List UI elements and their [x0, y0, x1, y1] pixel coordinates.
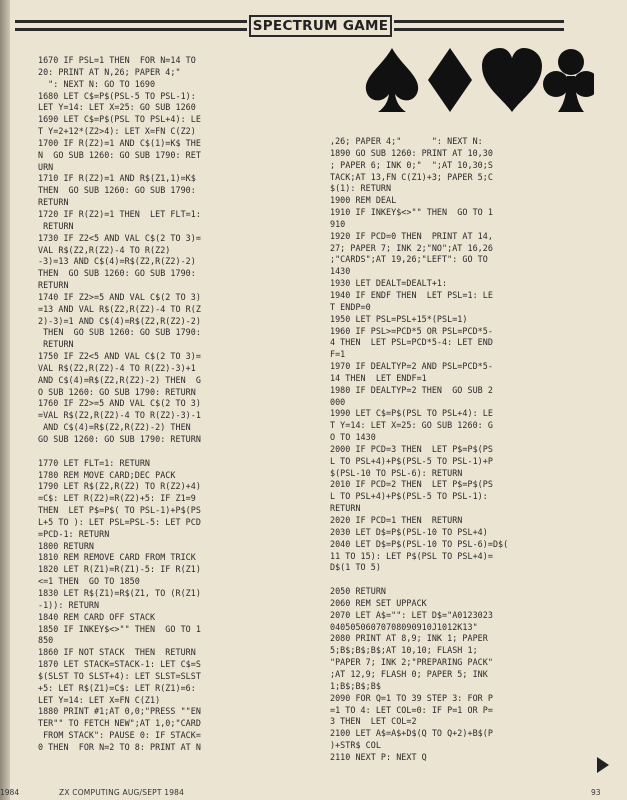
- code-line: 27; PAPER 7; INK 2;"NO";AT 16,26: [330, 242, 493, 253]
- code-line: 1890 GO SUB 1260: PRINT AT 10,30: [330, 147, 493, 158]
- code-line: ;AT 12,9; FLASH 0; PAPER 5; INK: [330, 668, 488, 679]
- code-line: LET Y=14: LET X=FN C(Z1): [38, 694, 161, 705]
- listing-column-left: [38, 55, 201, 754]
- code-line: 1830 LET R$(Z1)=R$(Z1, TO (R(Z1): [38, 587, 201, 598]
- code-line: 4 THEN LET PSL=PCD*5-4: LET END: [330, 337, 493, 348]
- code-line: T ENDP=0: [330, 301, 371, 312]
- code-line: 1960 IF PSL>=PCD*5 OR PSL=PCD*5-: [330, 325, 493, 336]
- code-line: O TO 1430: [330, 432, 376, 443]
- code-line: L TO PSL+4)+P$(PSL-5 TO PSL-1):: [330, 491, 488, 502]
- code-line: 2000 IF PCD=3 THEN LET P$=P$(PS: [330, 443, 493, 454]
- code-line: =C$: LET R(Z2)=R(Z2)+5: IF Z1=9: [38, 493, 196, 504]
- code-line: 1760 IF Z2>=5 AND VAL C$(2 TO 3): [38, 398, 201, 409]
- code-line: 1430: [330, 266, 351, 277]
- code-line: RETURN: [38, 339, 74, 350]
- code-line: 1680 LET C$=P$(PSL-5 TO PSL-1):: [38, 90, 196, 101]
- code-line: 1;B$;B$;B$: [330, 680, 381, 691]
- continue-arrow-icon: [597, 757, 609, 773]
- code-line: RETURN: [38, 220, 74, 231]
- page-gutter: [0, 0, 10, 800]
- code-line: 3 THEN LET COL=2: [330, 716, 417, 727]
- code-line: 1740 IF Z2>=5 AND VAL C$(2 TO 3): [38, 291, 201, 302]
- page-number: 93: [591, 788, 601, 797]
- code-line: 1790 LET R$(Z2,R(Z2) TO R(Z2)+4): [38, 481, 201, 492]
- code-line: 14 THEN LET ENDF=1: [330, 372, 427, 383]
- code-line: [330, 574, 508, 586]
- code-line: 1730 IF Z2<5 AND VAL C$(2 TO 3)=: [38, 232, 201, 243]
- code-line: 1990 LET C$=P$(PSL TO PSL+4): LE: [330, 408, 493, 419]
- code-line: )+STR$ COL: [330, 740, 381, 751]
- code-line: =PCD-1: RETURN: [38, 528, 110, 539]
- code-line: 2020 IF PCD=1 THEN RETURN: [330, 515, 463, 525]
- code-line: +5: LET R$(Z1)=C$: LET R(Z1)=6:: [38, 682, 196, 693]
- listing-column-right: [330, 136, 508, 764]
- code-line: 1750 IF Z2<5 AND VAL C$(2 TO 3)=: [38, 351, 201, 362]
- code-line: RETURN: [38, 197, 69, 208]
- code-line: VAL R$(Z2,R(Z2)-4 TO R(Z2): [38, 244, 171, 255]
- code-line: TACK;AT 13,FN C(Z1)+3; PAPER 5;C: [330, 171, 493, 182]
- code-line: T Y=2+12*(Z2>4): LET X=FN C(Z2): [38, 126, 196, 137]
- code-line: 1880 PRINT #1;AT 0,0;"PRESS ""EN: [38, 706, 201, 717]
- code-line: 850: [38, 635, 54, 646]
- code-line: 2040 LET D$=P$(PSL-10 TO PSL-6)=D$(: [330, 538, 509, 549]
- code-line: 2060 REM SET UPPACK: [330, 597, 427, 608]
- code-line: $(PSL-10 TO PSL-6): RETURN: [330, 467, 463, 478]
- code-line: =13 AND VAL R$(Z2,R(Z2)-4 TO R(Z: [38, 303, 201, 314]
- code-line: -3)=13 AND C$(4)=R$(Z2,R(Z2)-2): [38, 256, 196, 267]
- code-line: -1)): RETURN: [38, 599, 100, 610]
- code-line: 1980 IF DEALTYP=2 THEN GO SUB 2: [330, 384, 493, 395]
- diamond-icon: [428, 48, 472, 112]
- code-line: [38, 446, 201, 458]
- code-line: 1670 IF PSL=1 THEN FOR N=14 TO: [38, 55, 196, 65]
- code-line: <=1 THEN GO TO 1850: [38, 576, 140, 587]
- code-line: 1700 IF R(Z2)=1 AND C$(1)=K$ THE: [38, 137, 201, 148]
- footer-year: 1984: [0, 788, 20, 797]
- code-line: 1920 IF PCD=0 THEN PRINT AT 14,: [330, 230, 493, 241]
- heart-icon: [482, 48, 542, 112]
- code-line: VAL R$(Z2,R(Z2)-4 TO R(Z2)-3)+1: [38, 362, 196, 373]
- code-line: 04050506070708090910J1012K13": [330, 621, 478, 632]
- code-line: 2110 NEXT P: NEXT Q: [330, 751, 427, 762]
- code-line: ": NEXT N: GO TO 1690: [38, 78, 156, 89]
- code-line: O SUB 1260: GO SUB 1790: RETURN: [38, 386, 196, 397]
- code-line: THEN LET P$=P$( TO PSL-1)+P$(PS: [38, 505, 201, 516]
- code-line: 0 THEN FOR N=2 TO 8: PRINT AT N: [38, 741, 201, 752]
- code-line: 2080 PRINT AT 8,9; INK 1; PAPER: [330, 633, 488, 644]
- code-line: GO SUB 1260: GO SUB 1790: RETURN: [38, 434, 201, 444]
- code-line: THEN GO SUB 1260: GO SUB 1790:: [38, 268, 196, 279]
- code-line: 1780 REM MOVE CARD;DEC PACK: [38, 469, 176, 480]
- code-line: 1800 RETURN: [38, 540, 95, 551]
- code-line: 1870 LET STACK=STACK-1: LET C$=S: [38, 659, 201, 670]
- code-line: LET Y=14: LET X=25: GO SUB 1260: [38, 102, 196, 113]
- code-line: 1840 REM CARD OFF STACK: [38, 611, 156, 622]
- code-line: 1970 IF DEALTYP=2 AND PSL=PCD*5-: [330, 361, 493, 372]
- code-line: URN: [38, 161, 54, 172]
- code-line: $(1): RETURN: [330, 183, 392, 194]
- footer-magazine: ZX COMPUTING AUG/SEPT 1984: [59, 788, 185, 797]
- code-line: 1930 LET DEALT=DEALT+1:: [330, 278, 448, 289]
- code-line: 000: [330, 396, 346, 407]
- code-line: 1690 LET C$=P$(PSL TO PSL+4): LE: [38, 114, 201, 125]
- code-line: ;"CARDS";AT 19,26;"LEFT": GO TO: [330, 254, 488, 265]
- code-line: 2030 LET D$=P$(PSL-10 TO PSL+4): [330, 526, 488, 537]
- code-line: FROM STACK": PAUSE 0: IF STACK=: [38, 730, 201, 741]
- code-line: TER"" TO FETCH NEW";AT 1,0;"CARD: [38, 718, 201, 729]
- code-line: 910: [330, 218, 346, 229]
- code-line: 11 TO 15): LET P$(PSL TO PSL+4)=: [330, 550, 493, 561]
- code-line: 1850 IF INKEY$<>"" THEN GO TO 1: [38, 623, 201, 634]
- code-line: F=1: [330, 349, 346, 360]
- code-line: 1900 REM DEAL: [330, 195, 397, 206]
- code-line: T Y=14: LET X=25: GO SUB 1260: G: [330, 420, 493, 431]
- card-suits-illustration: [362, 46, 594, 114]
- code-line: 2050 RETURN: [330, 586, 387, 597]
- code-line: 1770 LET FLT=1: RETURN: [38, 457, 151, 468]
- code-line: AND C$(4)=R$(Z2,R(Z2)-2) THEN G: [38, 374, 201, 385]
- code-line: =1 TO 4: LET COL=0: IF P=1 OR P=: [330, 704, 493, 715]
- code-line: $(SLST TO SLST+4): LET SLST=SLST: [38, 670, 201, 681]
- section-title: SPECTRUM GAME: [249, 15, 392, 37]
- code-line: 1720 IF R(Z2)=1 THEN LET FLT=1:: [38, 208, 201, 219]
- code-line: 1820 LET R(Z1)=R(Z1)-5: IF R(Z1): [38, 564, 201, 575]
- code-line: 1860 IF NOT STACK THEN RETURN: [38, 647, 196, 658]
- club-icon: [543, 49, 594, 112]
- code-line: RETURN: [330, 503, 361, 514]
- code-line: THEN GO SUB 1260: GO SUB 1790:: [38, 185, 196, 196]
- code-line: 2100 LET A$=A$+D$(Q TO Q+2)+B$(P: [330, 728, 493, 739]
- code-line: 2070 LET A$="": LET D$="A0123023: [330, 609, 493, 620]
- code-line: 2090 FOR Q=1 TO 39 STEP 3: FOR P: [330, 692, 493, 703]
- code-line: 1710 IF R(Z2)=1 AND R$(Z1,1)=K$: [38, 173, 196, 184]
- code-line: 5;B$;B$;B$;AT 10,10; FLASH 1;: [330, 645, 478, 656]
- code-line: 20: PRINT AT N,26; PAPER 4;": [38, 66, 181, 77]
- code-line: 2010 IF PCD=2 THEN LET P$=P$(PS: [330, 479, 493, 490]
- code-line: 1910 IF INKEY$<>"" THEN GO TO 1: [330, 207, 493, 218]
- code-line: L TO PSL+4)+P$(PSL-5 TO PSL-1)+P: [330, 455, 493, 466]
- code-line: 1940 IF ENDF THEN LET PSL=1: LE: [330, 289, 493, 300]
- code-line: "PAPER 7; INK 2;"PREPARING PACK": [330, 657, 493, 668]
- code-line: THEN GO SUB 1260: GO SUB 1790:: [38, 327, 201, 338]
- code-line: D$(1 TO 5): [330, 562, 381, 573]
- code-line: 2)-3)=1 AND C$(4)=R$(Z2,R(Z2)-2): [38, 315, 201, 326]
- code-line: 1950 LET PSL=PSL+15*(PSL=1): [330, 313, 468, 324]
- header-rule-left: [15, 20, 247, 31]
- code-line: AND C$(4)=R$(Z2,R(Z2)-2) THEN: [38, 422, 191, 433]
- code-line: 1810 REM REMOVE CARD FROM TRICK: [38, 552, 196, 563]
- header-rule-right: [394, 20, 564, 31]
- code-line: RETURN: [38, 280, 69, 291]
- code-line: ; PAPER 6; INK 0;" ";AT 10,30;S: [330, 159, 493, 170]
- code-line: =VAL R$(Z2,R(Z2)-4 TO R(Z2)-3)-1: [38, 410, 201, 421]
- code-line: ,26; PAPER 4;" ": NEXT N:: [330, 136, 483, 146]
- code-line: L+5 TO ): LET PSL=PSL-5: LET PCD: [38, 516, 201, 527]
- code-line: N GO SUB 1260: GO SUB 1790: RET: [38, 149, 201, 160]
- spade-icon: [366, 48, 418, 112]
